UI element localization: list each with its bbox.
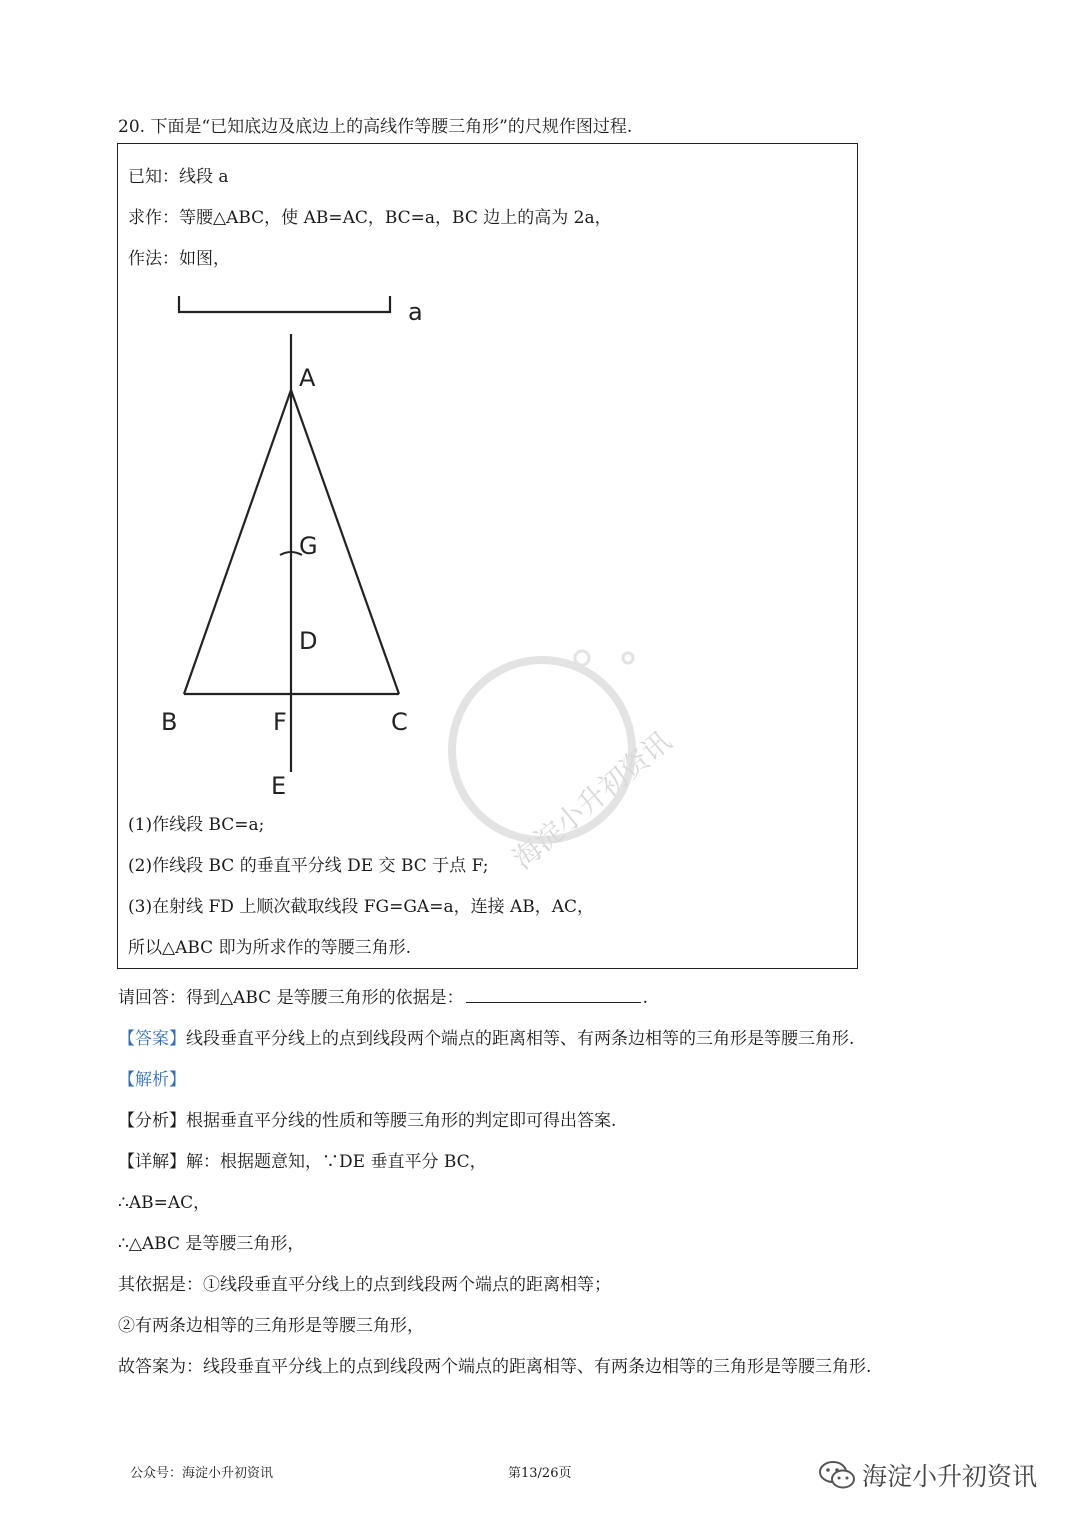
label-G: G [299, 532, 318, 560]
segment-a [179, 296, 390, 312]
xiangjie-text: 解：根据题意知，∵DE 垂直平分 BC， [186, 1152, 487, 1172]
label-D: D [299, 627, 318, 655]
ask-end: . [642, 988, 648, 1008]
footer-left: 公众号：海淀小升初资讯 [130, 1466, 274, 1481]
xiangjie-line [118, 1147, 487, 1172]
conclusion-line: 所以△ABC 即为所求作的等腰三角形. [128, 938, 411, 958]
analysis-tag: 【解析】 [118, 1070, 186, 1090]
step-2: (2)作线段 BC 的垂直平分线 DE 交 BC 于点 F; [128, 856, 489, 876]
side-ab [184, 390, 291, 694]
question-stem: 20. 下面是“已知底边及底边上的高线作等腰三角形”的尺规作图过程. [118, 117, 633, 137]
footer-brand [818, 1455, 1037, 1495]
footer-brand-text: 海淀小升初资讯 [862, 1462, 1038, 1491]
label-A: A [299, 364, 316, 392]
label-E: E [271, 772, 287, 800]
wechat-icon [818, 1459, 856, 1491]
required-line: 求作：等腰△ABC，使 AB=AC，BC=a，BC 边上的高为 2a， [128, 208, 612, 228]
known-line: 已知：线段 a [128, 167, 229, 187]
label-F: F [273, 708, 287, 736]
xiangjie-tag: 【详解】 [118, 1152, 186, 1172]
footer-page-number: 第13/26页 [508, 1466, 572, 1481]
ask-line [118, 983, 648, 1008]
solution-line-2: ∴△ABC 是等腰三角形， [118, 1234, 305, 1254]
solution-line-5: 故答案为：线段垂直平分线上的点到线段两个端点的距离相等、有两条边相等的三角形是等腰三角形. [118, 1357, 872, 1377]
solution-line-1: ∴AB=AC， [118, 1193, 211, 1213]
watermark-dot-1 [575, 651, 589, 665]
watermark-seal [432, 640, 678, 876]
solution-line-3: 其依据是：①线段垂直平分线上的点到线段两个端点的距离相等； [118, 1275, 611, 1295]
step-1: (1)作线段 BC=a; [128, 815, 265, 835]
fenxi-tag: 【分析】 [118, 1111, 186, 1131]
fenxi-line [118, 1106, 616, 1131]
watermark-text: 海淀小升初资讯 [506, 724, 678, 876]
watermark-dot-2 [623, 653, 633, 663]
label-C: C [391, 708, 408, 736]
label-a: a [408, 298, 423, 326]
solution-line-4: ②有两条边相等的三角形是等腰三角形， [118, 1316, 424, 1336]
step-3: (3)在射线 FD 上顺次截取线段 FG=GA=a，连接 AB，AC， [128, 897, 595, 917]
ask-text: 请回答：得到△ABC 是等腰三角形的依据是： [118, 988, 464, 1008]
answer-tag: 【答案】 [118, 1029, 186, 1049]
answer-blank [466, 988, 641, 1003]
answer-line [118, 1024, 854, 1049]
method-line: 作法：如图， [128, 249, 230, 269]
fenxi-text: 根据垂直平分线的性质和等腰三角形的判定即可得出答案. [186, 1111, 617, 1131]
answer-text: 线段垂直平分线上的点到线段两个端点的距离相等、有两条边相等的三角形是等腰三角形. [186, 1029, 855, 1049]
label-B: B [161, 708, 178, 736]
watermark-ring [452, 660, 632, 840]
